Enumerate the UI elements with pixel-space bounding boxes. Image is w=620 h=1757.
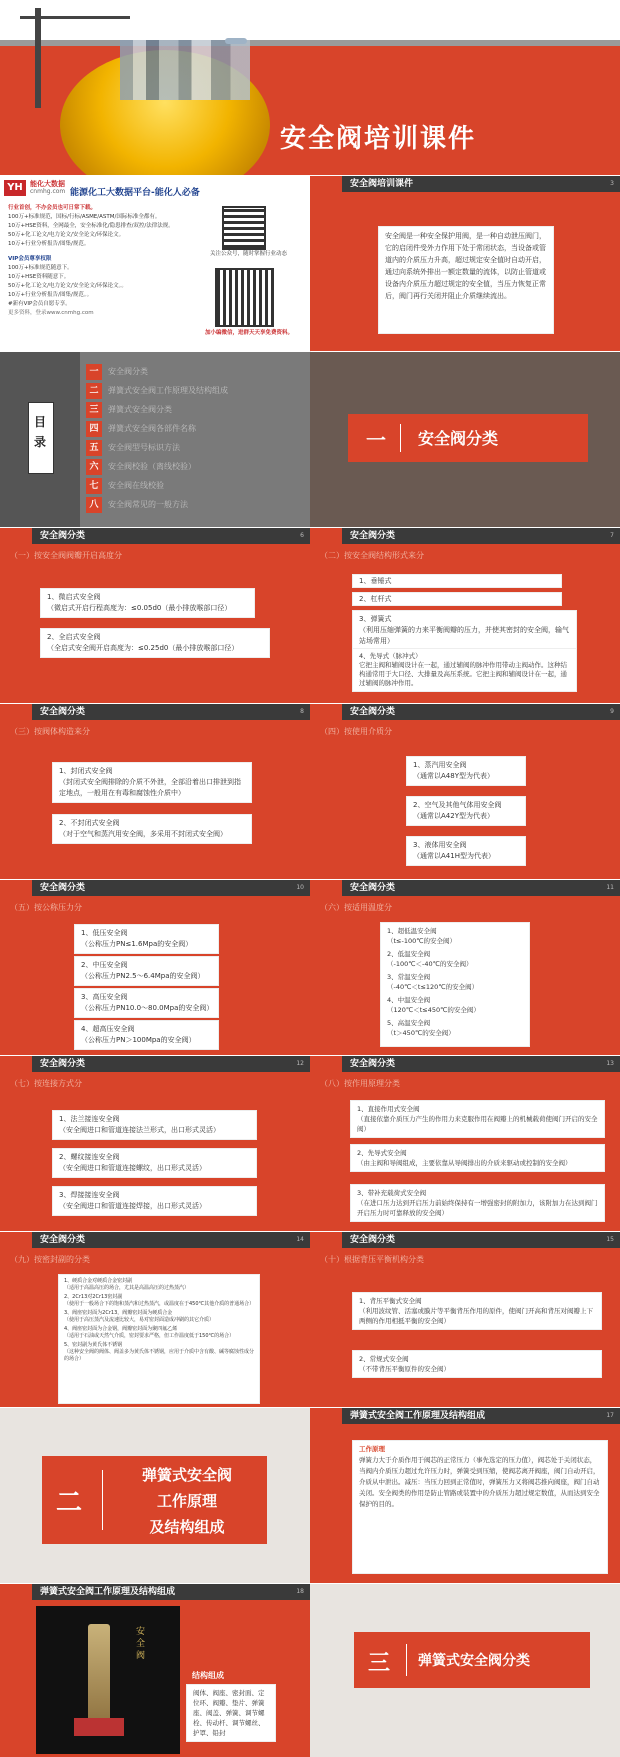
item-box [352,1350,602,1378]
item-desc: （在进口压力达到开启压力前始终保持有一增强密封的附加力，该附加力在达到阀门开启压力时可靠释放的安全阀） [357,1199,598,1217]
toc-item[interactable] [86,438,306,457]
slide-7 [310,528,620,703]
toc-number: 六 [86,459,102,475]
ad-slide [0,176,311,352]
section-title-line: 弹簧式安全阀 [141,1466,232,1484]
item-title: 2、常规式安全阀 [359,1355,409,1363]
ad-line: 10万+HSE资料，全网最全，安全标准化/隐患排查/双控/法律法规。 [8,223,174,229]
slide-12 [0,1056,310,1231]
item-desc: （公称压力PN≤1.6Mpa的安全阀） [81,940,193,948]
item-title: 2、先导式安全阀 [357,1149,407,1157]
slide-13 [310,1056,620,1231]
item-title: 1、低压安全阀 [81,929,128,937]
item-box [350,1100,605,1138]
sub-heading: （一）按安全阀阀瓣开启高度分 [10,551,122,560]
section-number: 一 [366,428,386,452]
header-title: 安全阀分类 [40,531,86,541]
item-title: 3、液体用安全阀 [413,841,467,849]
item-title: 4、阀座密封面为合金钢，阀瓣密封面为聚四氟乙烯 [64,1326,178,1332]
slide-17 [310,1408,620,1583]
section-divider [102,1470,103,1530]
toc-text: 弹簧式安全阀工作原理及结构组成 [108,386,228,395]
crane-image [35,8,41,108]
header-title: 安全阀分类 [350,883,396,893]
item-title: 3、带补充载荷式安全阀 [357,1189,427,1197]
header-badge [310,1408,342,1424]
header-badge [310,1232,342,1248]
item-title: 2、螺纹接连安全阀 [59,1153,120,1161]
sub-heading: （四）按使用介质分 [320,727,392,736]
slide-header [310,704,620,720]
item-box [352,648,577,692]
item-title: 4、先导式（脉冲式） [359,652,422,660]
page-number: 18 [296,1588,304,1595]
slide-header [0,704,310,720]
sub-heading: （二）按安全阀结构形式来分 [320,551,424,560]
item-title: 1、垂锤式 [359,577,392,585]
item-title: 2、低温安全阀 [387,950,431,958]
toc-item[interactable] [86,457,306,476]
item-desc: （120℃＜t≤450℃的安全阀） [387,1006,480,1014]
slide-header [0,1056,310,1072]
header-title: 弹簧式安全阀工作原理及结构组成 [350,1411,486,1421]
vip-line: 10万+HSE资料随意下。 [8,274,70,280]
ad-line: 10万+行业分析报告/图集/规范。 [8,241,90,247]
item-box [352,592,562,606]
item-box [52,1110,257,1140]
item-title: 5、高温安全阀 [387,1019,431,1027]
ad-line: 行业首创，不办会员也可日常下载。 [8,205,97,211]
toc-item[interactable] [86,495,306,514]
header-title: 安全阀分类 [350,1235,396,1245]
slide-header [0,1584,310,1600]
page-number: 3 [610,180,614,187]
item-desc: （全启式安全阀开启高度为：≤0.25d0（最小排放喉部口径） [47,644,239,652]
page-number: 8 [300,708,304,715]
item-title: 2、2Cr13对2Cr13密封副 [64,1294,123,1300]
definition-box: 安全阀是一种安全保护用阀，是一种自动泄压阀门，它的启闭件受外力作用下处于常闭状态，当设备或管道内的介质压力升高，超过规定安全值时自动开启，通过向系统外排出一额定数量的流体，以防止管道或设备内介质压力超过规定的安全值，当压力恢复正常后，阀门再行关闭并阻止介质继续流出。 [378,226,554,334]
item-desc: （通常以A48Y型为代表） [413,772,494,780]
item-title: 3、弹簧式 [359,615,392,623]
section-title-line: 及结构组成 [149,1518,225,1536]
item-desc: （这种安全阀的阀体、阀盖多为黄氏体不锈钢，应用于介质中含有酸、碱等腐蚀性成分的场合） [64,1349,255,1362]
valve-bottom-shape [74,1718,124,1736]
item-title: 3、常温安全阀 [387,973,431,981]
item-box [74,1020,219,1050]
page-number: 17 [606,1412,614,1419]
header-badge [310,704,342,720]
sub-heading: （七）按连接方式分 [10,1079,82,1088]
toc-list [86,362,306,514]
item-box [406,756,526,786]
item-desc: （由主阀和导阀组成，主要依靠从导阀排出的介质来驱动或控制的安全阀） [357,1159,572,1167]
header-badge [0,1056,32,1072]
slide-11 [310,880,620,1055]
vip-title: VIP会员尊享权限 [8,256,52,262]
toc-item[interactable] [86,476,306,495]
item-box [74,956,219,986]
toc-text: 安全阀在线校验 [108,481,164,490]
section-slide-1 [310,352,620,527]
box-title: 工作原理 [359,1445,385,1453]
item-desc: （微启式开启行程高度为：≤0.05d0（最小排放喉部口径） [47,604,232,612]
item-desc: （t＞450℃的安全阀） [387,1029,455,1037]
section-title: 弹簧式安全阀分类 [418,1653,530,1669]
page-number: 10 [296,884,304,891]
item-desc: （安全阀进口和管道连接螺纹，出口形式灵活） [59,1164,206,1172]
item-box [74,988,219,1018]
vip-line: #新有VIP会员自愿专享。 [8,301,71,307]
item-desc: （-40℃＜t≤120℃的安全阀） [387,983,479,991]
vip-line: 100万+标准规范随意下。 [8,265,73,271]
header-title: 弹簧式安全阀工作原理及结构组成 [40,1587,176,1597]
header-badge [0,880,32,896]
page-number: 7 [610,532,614,539]
item-title: 1、超低温安全阀 [387,927,437,935]
slide-3 [310,176,620,351]
item-box [52,814,252,844]
header-badge [0,528,32,544]
toc-number: 七 [86,478,102,494]
sub-heading: （十）根据背压平衡机构分类 [320,1255,424,1264]
vip-line: 10万+行业分析报告/图集/规范。。 [8,292,93,298]
slide-header [310,176,620,192]
item-title: 5、密封副为黄氏体不锈钢 [64,1342,123,1348]
section-band [42,1456,267,1544]
ad-headline: 能源化工大数据平台-能化人必备 [70,188,200,198]
header-title: 安全阀分类 [350,1059,396,1069]
toc-number: 八 [86,497,102,513]
item-desc: （利用波纹管、活塞或膜片等平衡背压作用的原件，使阀门开高和背压对阀瓣上下两侧的作用相抵平衡的安全阀） [359,1307,593,1325]
toc-number: 四 [86,421,102,437]
item-desc: （使用于高压蒸汽及流速比较大，易对密封面造成冲刷的其它介质） [64,1317,215,1323]
components-panel [186,1670,306,1756]
item-title: 2、不封闭式安全阀 [59,819,120,827]
item-box [52,1186,257,1216]
slide-header [310,1232,620,1248]
page-number: 12 [296,1060,304,1067]
slide-header [310,880,620,896]
sub-heading: （九）按密封副的分类 [10,1255,90,1264]
header-title: 安全阀分类 [40,1235,86,1245]
item-title: 3、阀座密封面为2Cr13，阀瓣密封面为硬质合金 [64,1310,173,1316]
item-desc: （公称压力PN10.0～80.0Mpa的安全阀） [81,1004,214,1012]
page-number: 15 [606,1236,614,1243]
cover-slide [0,0,620,175]
item-list-box [380,922,530,1047]
toc-text: 安全阀常见的一般方法 [108,500,188,509]
toc-text: 安全阀分类 [108,367,148,376]
vip-line: 50万+化工论文/电力论文/安全论文/环保论文。。 [8,283,127,289]
qr-caption-1: 关注公众号，随时掌握行业动态 [210,251,288,257]
slide-header [310,528,620,544]
item-box [406,836,526,866]
ad-footer: 更多资料，登录www.cnmhg.com [8,310,94,316]
section-slide-2 [0,1408,310,1583]
item-title: 3、高压安全阀 [81,993,128,1001]
item-title: 4、中温安全阀 [387,996,431,1004]
item-box [352,1292,602,1330]
item-title: 1、背压平衡式安全阀 [359,1297,422,1305]
item-desc: 它把主阀和辅阀设计在一起，通过辅阀的脉冲作用带动主阀动作。这种结构通常用于大口径、大排量及高压系统。它把主阀和辅阀设计在一起，通过辅阀的脉冲作用。 [359,661,567,687]
toc-text: 弹簧式安全阀各部件名称 [108,424,196,433]
toc-number: 三 [86,402,102,418]
item-title: 1、硬质合金对硬质合金密封副 [64,1278,133,1284]
brand-logo: YH [4,180,26,196]
slide-10 [0,880,310,1055]
section-title: 安全阀分类 [418,429,499,448]
toc-text: 安全阀校验（离线校验） [108,462,196,471]
item-title: 1、法兰接连安全阀 [59,1115,120,1123]
header-badge [0,704,32,720]
item-desc: （公称压力PN2.5～6.4Mpa的安全阀） [81,972,205,980]
slide-8 [0,704,310,879]
toc-item[interactable] [86,362,306,381]
item-title: 3、焊接接连安全阀 [59,1191,120,1199]
toc-number: 一 [86,364,102,380]
sub-heading: （八）按作用原理分类 [320,1079,400,1088]
item-title: 2、杠杆式 [359,595,392,603]
item-desc: （公称压力PN＞100Mpa的安全阀） [81,1036,196,1044]
item-desc: （适用于石油或天然气介质，密封要求严格，但工作温度低于150℃的场合） [64,1333,235,1339]
slide-header [0,528,310,544]
item-box [40,628,270,658]
item-title: 2、空气及其他气体用安全阀 [413,801,502,809]
item-title: 2、全启式安全阀 [47,633,101,641]
cover-title: 安全阀培训课件 [280,124,477,154]
section-number: 二 [56,1488,83,1518]
item-title: 4、超高压安全阀 [81,1025,135,1033]
item-box [406,796,526,826]
item-box [352,610,577,651]
page-number: 13 [606,1060,614,1067]
item-desc: （适用于高温高压的场合，尤其是高温高压的过热蒸汽） [64,1285,190,1291]
page-number: 14 [296,1236,304,1243]
item-box [350,1144,605,1172]
toc-label: 目录 [33,415,46,449]
components-box: 阀体、阀座、密封面、定位环、阀瓣、垫片、弹簧座、阀盖、弹簧、调节螺栓、传动杆、调节螺丝、护罩、铅封 [186,1684,276,1742]
crane-arm-image [20,16,130,19]
slide-header [310,1408,620,1424]
item-desc: （通常以A42Y型为代表） [413,812,494,820]
sub-heading: （五）按公称压力分 [10,903,82,912]
item-title: 1、蒸汽用安全阀 [413,761,467,769]
header-title: 安全阀分类 [350,707,396,717]
slide-6 [0,528,310,703]
toc-number: 五 [86,440,102,456]
header-badge [310,1056,342,1072]
brand-name: 能化大数据 [30,180,65,188]
cover-gray-stripe [0,40,620,46]
qr-code-2[interactable] [215,268,274,327]
section-title-line: 工作原理 [156,1492,217,1510]
item-desc: （通常以A41H型为代表） [413,852,495,860]
sub-heading: （三）按阀体构造来分 [10,727,90,736]
toc-item[interactable] [86,419,306,438]
brand-url: cnmhg.com [30,188,66,195]
airplane-image [225,38,247,44]
slide-header [310,1056,620,1072]
item-desc: （不带背压平衡原件的安全阀） [359,1365,450,1373]
item-box [352,574,562,588]
item-box [52,762,252,803]
ad-line: 50万+化工论文/电力论文/安全论文/环保论文。 [8,232,125,238]
header-title: 安全阀分类 [40,707,86,717]
item-desc: （安全阀进口和管道连接法兰形式，出口形式灵活） [59,1126,220,1134]
ad-lines [8,204,203,318]
section-band [348,414,588,462]
city-skyline-image [120,40,250,100]
item-title: 1、封闭式安全阀 [59,767,113,775]
slide-header [0,880,310,896]
header-title: 安全阀分类 [40,883,86,893]
item-box [52,1148,257,1178]
header-badge [310,528,342,544]
section-divider [406,1644,407,1676]
item-desc: （对于空气和蒸汽用安全阀，多采用不封闭式安全阀） [59,830,227,838]
page-number: 6 [300,532,304,539]
slide-18 [0,1584,310,1757]
slide-14 [0,1232,310,1407]
item-box [74,924,219,954]
item-desc: （t≤-100℃的安全阀） [387,937,457,945]
toc-item[interactable] [86,381,306,400]
sub-heading: （六）按适用温度分 [320,903,392,912]
item-desc: （使用于一般场合下的饱和蒸汽和过热蒸汽，或温度在于450℃其他介质的普通场合） [64,1301,255,1307]
header-title: 安全阀培训课件 [350,179,414,189]
box-text: 弹簧力大于介质作用于阀芯的正常压力（事先选定的压力值），阀芯处于关闭状态，当阀内介质压力超过允许压力时，弹簧受到压缩，使阀芯离开阀座，阀门自动开启，介质从中泄出。减压：当压力回到正常值时，弹簧压力又将阀芯推向阀座，阀门自动关闭。安全阀类的作用是防止管路或装置中的介质压力超过规定数值，从而达到安全保护的目的。 [359,1456,600,1508]
slide-9 [310,704,620,879]
page-number: 11 [606,884,614,891]
header-title: 安全阀分类 [40,1059,86,1069]
header-badge [0,1232,32,1248]
item-title: 1、微启式安全阀 [47,593,101,601]
section-slide-3 [310,1584,620,1757]
toc-text: 安全阀型号标识方法 [108,443,180,452]
slide-15 [310,1232,620,1407]
toc-item[interactable] [86,400,306,419]
valve-diagram-image [36,1606,180,1754]
header-badge [310,880,342,896]
ad-line: 100万+标准规范，国标/行标/ASME/ASTM/国际标准全都有。 [8,214,161,220]
section-number: 三 [368,1651,391,1676]
toc-number: 二 [86,383,102,399]
qr-code-1[interactable] [222,206,266,250]
item-desc: （直接依靠介质压力产生的作用力来克服作用在阀瓣上的机械载荷使阀门开启的安全阀） [357,1115,598,1133]
item-desc: （-100℃＜-40℃的安全阀） [387,960,473,968]
header-title: 安全阀分类 [350,531,396,541]
item-box [350,1184,605,1222]
item-box [40,588,255,618]
principle-box [352,1440,608,1574]
valve-image-label: 安全阀 [136,1627,146,1661]
item-title: 1、直接作用式安全阀 [357,1105,420,1113]
components-title: 结构组成 [192,1671,224,1680]
slide-header [0,1232,310,1248]
toc-slide [0,352,310,527]
item-desc: （安全阀进口和管道连接焊接，出口形式灵活） [59,1202,206,1210]
page-number: 9 [610,708,614,715]
section-divider [400,424,401,452]
header-badge [0,1584,32,1600]
item-desc: （封闭式安全阀排除的介质不外泄，全部沿着出口排泄到指定地点，一般用在有毒和腐蚀性介质中） [59,778,241,797]
qr-caption-2: 加小编微信，进群天天享免费资料。 [205,330,294,336]
header-badge [310,176,342,192]
toc-text: 弹簧式安全阀分类 [108,405,172,414]
item-list-box [58,1274,260,1404]
item-title: 2、中压安全阀 [81,961,128,969]
section-band [354,1632,590,1688]
item-desc: （利用压缩弹簧的力来平衡阀瓣的压力，并使其密封的安全阀，输气站场常用） [359,626,569,645]
